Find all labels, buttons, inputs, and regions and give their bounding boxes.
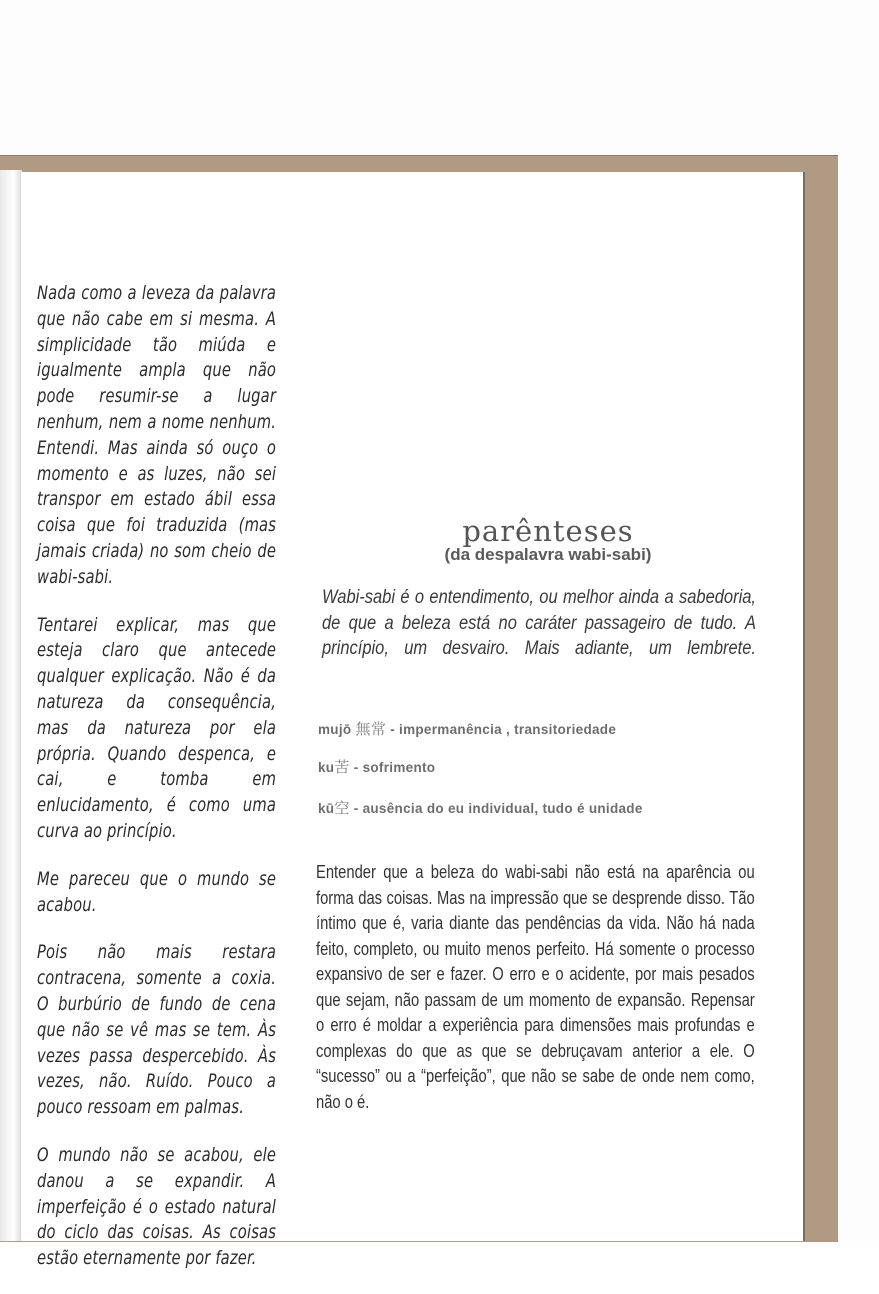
- section-title: parênteses: [462, 514, 634, 548]
- glossary-definition: - sofrimento: [353, 760, 436, 775]
- section-subtitle: (da despalavra wabi-sabi): [444, 545, 652, 564]
- glossary-definition: - ausência do eu individual, tudo é unidade: [353, 801, 643, 816]
- glossary-kanji: 無常: [355, 721, 387, 738]
- book-spine: [0, 170, 22, 1241]
- left-paragraph-5: O mundo não se acabou, ele danou a se expandir. A imperfeição é o estado natural do ciclo das coisas. As coisas estão eternamente por fazer.: [37, 1143, 277, 1270]
- glossary-kanji: 苦: [334, 759, 350, 776]
- glossary-term: ku: [318, 760, 335, 775]
- left-paragraph-2: Tentarei explicar, mas que esteja claro que antecede qualquer explicação. Não é da natureza da consequência, mas da natureza por ela própria. Quando despenca, e cai, e tomba em enlucidamento, é como uma curva ao princípio.: [37, 613, 277, 842]
- left-paragraph-4: Pois não mais restara contracena, somente a coxia. O burbúrio de fundo de cena que não se vê mas se tem. Às vezes passa despercebido. Às vezes, não. Ruído. Pouco a pouco ressoam em palmas.: [37, 941, 277, 1119]
- glossary-item-kuu: [318, 797, 643, 818]
- glossary-definition: - impermanência , transitoriedade: [390, 722, 617, 737]
- intro-paragraph: Wabi-sabi é o entendimento, ou melhor ainda a sabedoria, de que a beleza está no caráter passageiro de tudo. A princípio, um desvairo. Mais adiante, um lembrete.: [322, 587, 756, 659]
- glossary-item-mujo: [318, 718, 616, 739]
- glossary-item-ku: [318, 756, 435, 777]
- glossary-term: mujō: [318, 722, 352, 737]
- left-paragraph-1: Nada como a leveza da palavra que não cabe em si mesma. A simplicidade tão miúda e igualmente ampla que não pode resumir-se a lugar nenhum, nem a nome nenhum. Entendi. Mas ainda só ouço o momento e as luzes, não sei transpor em estado ábil essa coisa que foi traduzida (mas jamais criada) no som cheio de wabi-sabi.: [37, 282, 277, 588]
- left-column: [37, 281, 277, 1294]
- glossary-term: kū: [318, 801, 335, 816]
- glossary-kanji: 空: [334, 800, 350, 817]
- left-paragraph-3: Me pareceu que o mundo se acabou.: [37, 867, 277, 916]
- body-paragraph: Entender que a beleza do wabi-sabi não está na aparência ou forma das coisas. Mas na impressão que se desprende disso. Tão íntimo que é, varia diante das pendências da vida. Não há nada feito, completo, ou muito menos perfeito. Há somente o processo expansivo de ser e fazer. O erro e o acidente, por mais pesados que sejam, não passam de um momento de expansão. Repensar o erro é moldar a experiência para dimensões mais profundas e complexas do que as que se debruçavam anterior a ele. O “sucesso” ou a “perfeição”, que não se sabe de onde nem como, não o é.: [316, 862, 755, 1112]
